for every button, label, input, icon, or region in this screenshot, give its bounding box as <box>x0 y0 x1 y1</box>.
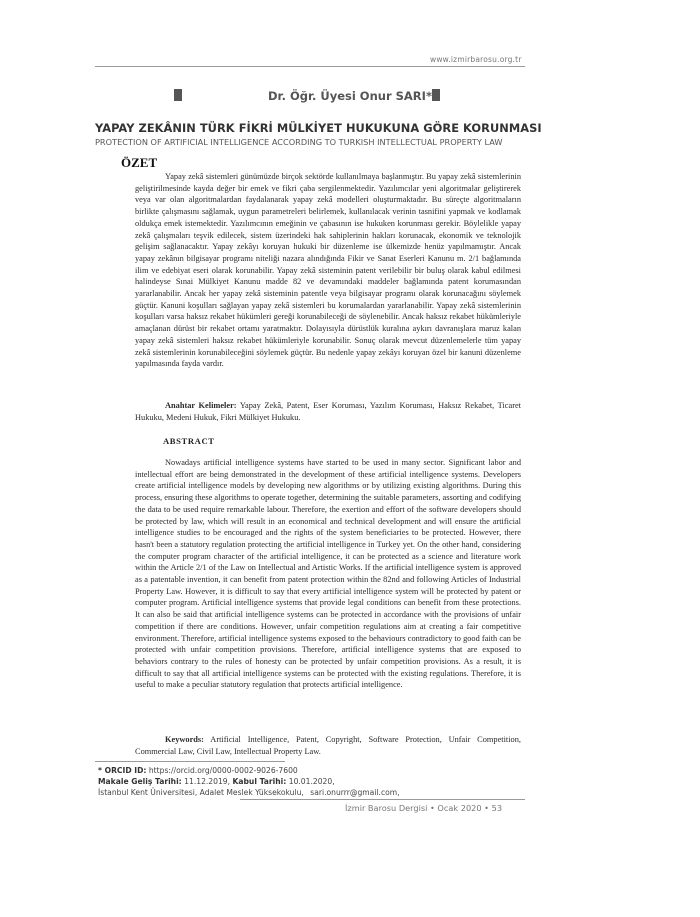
ozet-keywords-text: Yapay Zekâ, Patent, Eser Koruması, Yazılım Koruması, Haksız Rekabet, Ticaret Hukuku, Medeni Hukuk, Fikri Mülkiyet Hukuku. <box>135 401 521 422</box>
submission-date: 11.12.2019, <box>184 777 231 786</box>
ozet-keywords <box>135 400 521 423</box>
affiliation-text: İstanbul Kent Üniversitesi, Adalet Meslek Yüksekokulu, <box>98 788 304 797</box>
footnote-dates <box>98 777 335 788</box>
footnote-affiliation <box>98 788 400 799</box>
abstract-keywords-label: Keywords: <box>165 735 204 744</box>
journal-website: www.izmirbarosu.org.tr <box>430 55 522 64</box>
article-title-en: PROTECTION OF ARTIFICIAL INTELLIGENCE ACCORDING TO TURKISH INTELLECTUAL PROPERTY LAW <box>95 137 503 147</box>
ozet-heading: ÖZET <box>121 155 158 170</box>
orcid-label: * ORCID ID: <box>98 766 147 775</box>
author-name: Dr. Öğr. Üyesi Onur SARI* <box>268 89 432 103</box>
author-email[interactable]: sari.onurrr@gmail.com, <box>310 788 400 797</box>
abstract-keywords <box>135 734 521 757</box>
footnote-rule <box>95 761 285 762</box>
ozet-body <box>135 171 521 370</box>
submission-label: Makale Geliş Tarihi: <box>98 777 182 786</box>
orcid-link[interactable]: https://orcid.org/0000-0002-9026-7600 <box>148 766 298 775</box>
footnote-orcid <box>98 766 298 777</box>
footer-rule <box>240 799 525 800</box>
abstract-body <box>135 457 521 691</box>
ozet-paragraph: Yapay zekâ sistemleri günümüzde birçok sektörde kullanılmaya başlanmıştır. Bu yapay zekâ sistemlerinin geliştirilmesinde kayda değer bir emek ve fikri çaba sergilenmektedir. Yazılımcılar yeni algoritmalar geliştirerek veya var olan algoritmalardan faydalanarak yapay zekâ modelleri oluşturmaktadır. Bu süreçte algoritmaların birlikte çalışmasını sağlamak, uygun parametreleri belirlemek, kullanılacak verinin tasnifini yapmak ve kodlamak oldukça emek istemektedir. Yazılımcının emeğinin ve çabasının ise hukuken korunması gerekir. Böylelikle yapay zekâ çalışmaları teşvik edilecek, sistem üzerindeki hak sahiplerinin hakları korunacak, ekonomik ve teknolojik gelişim sağlanacaktır. Yapay zekâyı koruyan hukuki bir düzenleme ise ülkemizde henüz yapılmamıştır. Ancak yapay zekânın bilgisayar programı niteliği nazara alındığında Fikir ve Sanat Eserleri Kanunu m. 2/1 bağlamında ilim ve edebiyat eseri olarak korunabilir. Yapay zekâ sisteminin patent verilebilir bir buluş olarak kabul edilmesi halindeyse Sınai Mülkiyet Kanunu madde 82 ve devamındaki maddeler bağlamında patent korumasından yararlanabilir. Ancak her yapay zekâ sisteminin patentle veya bilgisayar programı olarak korunacağını söylemek güçtür. Kanuni koşulları sağlayan yapay zekâ sistemleri bu korumalardan yararlanabilir. Yapay zekâ sistemlerinin koşulları varsa haksız rekabet hükümleri gereği korunabileceği de söylenebilir. Ancak haksız rekabet hükümleriyle amaçlanan dürüst bir rekabet ortamı yaratmaktır. Dolayısıyla dürüstlük kuralına aykırı davranışlara maruz kalan yapay zekâ sistemleri haksız rekabet hükümleriyle korunabilir. Sonuç olarak mevcut düzenlemelerle tüm yapay zekâ sistemlerinin korunabileceğini söylemek güçtür. Bu nedenle yapay zekâyı koruyan özel bir kanuni düzenleme yapılmasında fayda vardır. <box>135 172 521 369</box>
acceptance-label: Kabul Tarihi: <box>232 777 287 786</box>
ozet-keywords-label: Anahtar Kelimeler: <box>165 401 237 410</box>
abstract-heading: ABSTRACT <box>163 436 215 446</box>
article-title-tr: YAPAY ZEKÂNIN TÜRK FİKRİ MÜLKİYET HUKUKUNA GÖRE KORUNMASI <box>95 121 542 135</box>
journal-footer: İzmir Barosu Dergisi • Ocak 2020 • 53 <box>345 803 503 813</box>
header-rule <box>95 66 525 67</box>
abstract-keywords-text: Artificial Intelligence, Patent, Copyright, Software Protection, Unfair Competition, Commercial Law, Civil Law, Intellectual Property Law. <box>135 735 521 756</box>
abstract-paragraph: Nowadays artificial intelligence systems have started to be used in many sector. Significant labor and intellectual effort are being demonstrated in the development of these artificial intelligence systems. Developers create artificial intelligence models by developing new algorithms or by utilizing existing algorithms. During this process, ensuring these algorithms to operate together, determining the suitable parameters, assorting and codifying the data to be used require remarkable labour. Therefore, the exertion and effort of the software developers should be protected by law, which will result in an economical and technical development and will ensure the artificial intelligence studies to be encouraged and the rights of the system beneficiaries to be protected. However, there hasn't been a statutory regulation protecting the artificial intelligence in Turkey yet. On the other hand, considering the computer program character of the artificial intelligence, it can be protected as a science and literature work within the Article 2/1 of the Law on Intellectual and Artistic Works. If the artificial intelligence system is approved as a patentable invention, it can benefit from patent protection within the 82nd and following Articles of Industrial Property Law. However, it is difficult to say that every artificial intelligence system will be protected by patent or computer program. Artificial intelligence systems that provide legal conditions can benefit from these protections. It can also be said that artificial intelligence systems can be protected in accordance with the provisions of unfair competition if there are conditions. However, unfair competition regulations aim at creating a fair competitive environment. Therefore, artificial intelligence systems exposed to the behaviours contradictory to good faith can be protected with unfair competition provisions. Therefore, artificial intelligence systems that are exposed to behaviors contrary to the rules of honesty can be protected by unfair competition provisions. As a result, it is difficult to say that all artificial intelligence systems can be protected with the existing regulations. Therefore, it is useful to make a peculiar statutory regulation that protects artificial intelligence. <box>135 458 521 690</box>
acceptance-date: 10.01.2020, <box>288 777 335 786</box>
